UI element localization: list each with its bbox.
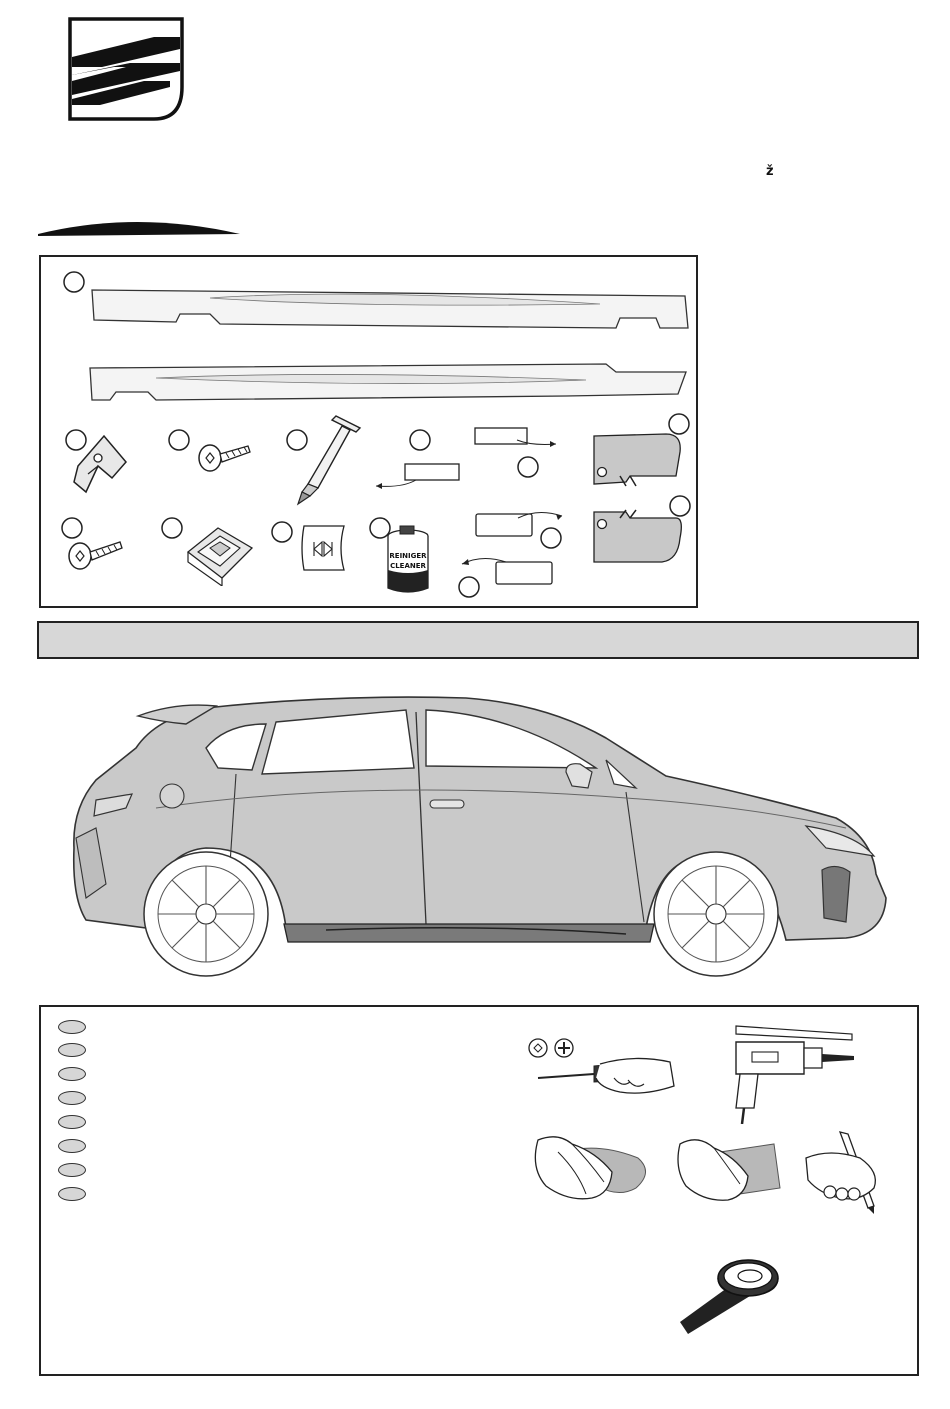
cleaner-can-icon [386,524,430,596]
torx-screw-icon [66,530,126,574]
cleaning-cloth-icon [528,1132,652,1204]
vehicle-illustration [66,688,890,984]
header-swoosh [36,212,242,238]
stray-character: ž [766,164,774,179]
step-marker [58,1139,86,1153]
step-marker [58,1067,86,1081]
clip-bracket-icon [68,432,128,496]
sanding-pad-icon [674,1134,784,1204]
step-marker [58,1115,86,1129]
step-marker [58,1091,86,1105]
clip-nut-icon [184,524,256,586]
step-marker [58,1020,86,1034]
cleaner-label-line2: CLEANER [390,562,426,570]
mounting-plate-icon [590,508,686,566]
brand-logo [64,15,188,124]
section-title-bar [37,621,919,659]
drill-icon [722,1020,862,1124]
adhesive-tube-icon [288,410,364,506]
insulation-tape-icon [676,1250,784,1334]
step-marker [58,1163,86,1177]
side-skirt-icon [86,358,690,408]
template-card-icon [298,524,348,572]
side-skirt-icon [60,268,690,338]
part-circle [167,428,191,452]
tape-strip-icon [372,424,562,490]
step-marker [58,1043,86,1057]
cleaner-label-line1: REINIGER [389,552,427,560]
screwdriver-icon [524,1036,676,1106]
part-circle [270,520,294,544]
step-marker [58,1187,86,1201]
tape-strip-icon [458,506,574,594]
marker-pen-icon [800,1128,884,1214]
part-circle [160,516,184,540]
torx-screw-icon [196,436,254,476]
mounting-plate-icon [590,430,686,490]
